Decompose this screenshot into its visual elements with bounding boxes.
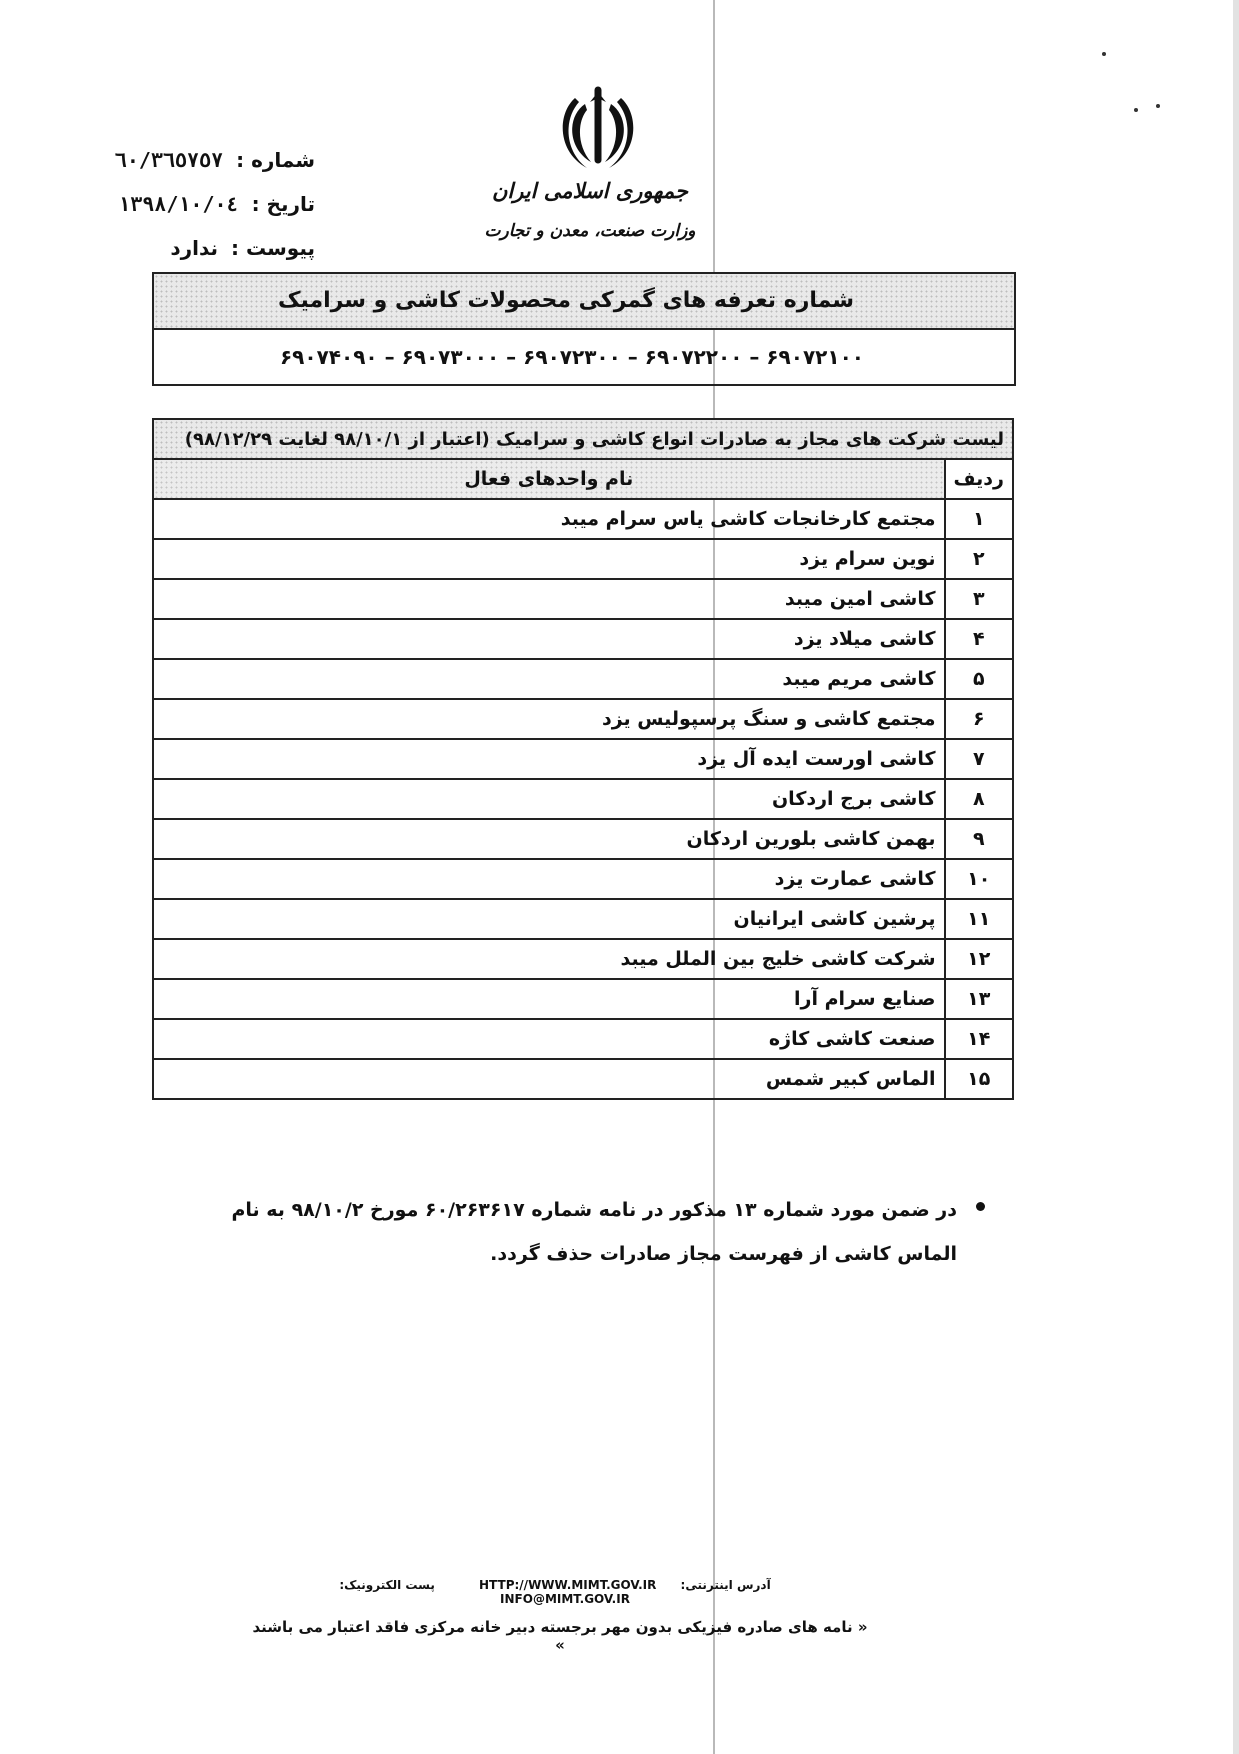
row-index: ۱۱ bbox=[945, 899, 1013, 939]
company-name: کاشی عمارت یزد bbox=[153, 859, 945, 899]
scan-speck bbox=[1156, 104, 1160, 108]
date-value: ١٣٩٨/١٠/٠٤ bbox=[118, 192, 239, 216]
col-name-header: نام واحدهای فعال bbox=[153, 459, 945, 499]
company-table bbox=[152, 418, 1014, 1100]
web-value: HTTP://WWW.MIMT.GOV.IR bbox=[479, 1578, 657, 1592]
row-index: ۳ bbox=[945, 579, 1013, 619]
number-value: ٦٠/٣٦٥٧٥٧ bbox=[114, 148, 224, 172]
table-row bbox=[153, 659, 1013, 699]
company-name: کاشی امین میبد bbox=[153, 579, 945, 619]
table-title: لیست شرکت های مجاز به صادرات انواع کاشی و سرامیک (اعتبار از ۹۸/۱۰/۱ لغایت ۹۸/۱۲/۲۹) bbox=[153, 419, 1013, 459]
government-header bbox=[470, 178, 710, 241]
note-text: در ضمن مورد شماره ۱۳ مذکور در نامه شماره ۶۰/۲۶۳۶۱۷ مورخ ۹۸/۱۰/۲ به نام الماس کاشی از فهرست مجاز صادرات حذف گردد. bbox=[231, 1199, 957, 1265]
web-label: آدرس اینترنتی: bbox=[680, 1578, 771, 1592]
row-index: ۹ bbox=[945, 819, 1013, 859]
iran-emblem-icon bbox=[553, 82, 643, 172]
row-index: ۴ bbox=[945, 619, 1013, 659]
paper-edge bbox=[1233, 0, 1239, 1754]
company-name: پرشین کاشی ایرانیان bbox=[153, 899, 945, 939]
table-header-row bbox=[153, 459, 1013, 499]
table-row bbox=[153, 779, 1013, 819]
table-row bbox=[153, 819, 1013, 859]
table-row bbox=[153, 739, 1013, 779]
row-index: ۸ bbox=[945, 779, 1013, 819]
company-name: کاشی اورست ایده آل یزد bbox=[153, 739, 945, 779]
footer-addresses bbox=[250, 1578, 870, 1606]
row-index: ۱۲ bbox=[945, 939, 1013, 979]
table-title-row bbox=[153, 419, 1013, 459]
date-label: تاریخ : bbox=[251, 192, 315, 216]
table-row bbox=[153, 1019, 1013, 1059]
company-name: کاشی میلاد یزد bbox=[153, 619, 945, 659]
attachment-value: ندارد bbox=[170, 236, 219, 260]
row-index: ۱۵ bbox=[945, 1059, 1013, 1099]
scan-speck bbox=[1102, 52, 1106, 56]
email-label: پست الکترونیک: bbox=[339, 1578, 435, 1592]
email-value: INFO@MIMT.GOV.IR bbox=[500, 1592, 630, 1606]
company-name: شرکت کاشی خلیج بین الملل میبد bbox=[153, 939, 945, 979]
company-name: نوین سرام یزد bbox=[153, 539, 945, 579]
bullet-icon bbox=[976, 1202, 985, 1211]
table-row bbox=[153, 699, 1013, 739]
table-row bbox=[153, 899, 1013, 939]
row-index: ۱۴ bbox=[945, 1019, 1013, 1059]
company-name: کاشی مریم میبد bbox=[153, 659, 945, 699]
row-index: ۵ bbox=[945, 659, 1013, 699]
table-row bbox=[153, 859, 1013, 899]
footer bbox=[250, 1578, 870, 1654]
table-row bbox=[153, 619, 1013, 659]
note-paragraph bbox=[175, 1188, 985, 1276]
table-row bbox=[153, 539, 1013, 579]
company-name: کاشی برج اردکان bbox=[153, 779, 945, 819]
letter-number bbox=[100, 138, 315, 182]
footer-caution: « نامه های صادره فیزیکی بدون مهر برجسته دبیر خانه مرکزی فاقد اعتبار می باشند » bbox=[252, 1618, 868, 1654]
web-address bbox=[465, 1578, 781, 1592]
letter-meta bbox=[100, 138, 315, 270]
letter-date bbox=[100, 182, 315, 226]
number-label: شماره : bbox=[236, 148, 315, 172]
row-index: ۷ bbox=[945, 739, 1013, 779]
row-index: ۱۰ bbox=[945, 859, 1013, 899]
company-name: مجتمع کاشی و سنگ پرسپولیس یزد bbox=[153, 699, 945, 739]
tariff-codes: ۶۹۰۷۲۱۰۰ – ۶۹۰۷۲۲۰۰ – ۶۹۰۷۲۳۰۰ – ۶۹۰۷۳۰۰۰ – ۶۹۰۷۴۰۹۰ bbox=[279, 345, 864, 369]
col-index-header: ردیف bbox=[945, 459, 1013, 499]
company-name: الماس کبیر شمس bbox=[153, 1059, 945, 1099]
company-name: بهمن کاشی بلورین اردکان bbox=[153, 819, 945, 859]
table-row bbox=[153, 1059, 1013, 1099]
table-row bbox=[153, 939, 1013, 979]
company-name: مجتمع کارخانجات کاشی یاس سرام میبد bbox=[153, 499, 945, 539]
row-index: ۱ bbox=[945, 499, 1013, 539]
company-name: صنعت کاشی کاژه bbox=[153, 1019, 945, 1059]
table-row bbox=[153, 979, 1013, 1019]
letter-attachment bbox=[100, 226, 315, 270]
company-name: صنایع سرام آرا bbox=[153, 979, 945, 1019]
row-index: ۲ bbox=[945, 539, 1013, 579]
table-row bbox=[153, 579, 1013, 619]
tariff-title: شماره تعرفه های گمرکی محصولات کاشی و سرامیک bbox=[154, 274, 1014, 330]
tariff-box bbox=[152, 272, 1016, 386]
table-row bbox=[153, 499, 1013, 539]
scan-speck bbox=[1134, 108, 1138, 112]
ministry-title: وزارت صنعت، معدن و تجارت bbox=[484, 221, 696, 241]
attachment-label: پیوست : bbox=[230, 236, 315, 260]
gov-title: جمهوری اسلامی ایران bbox=[491, 178, 689, 203]
row-index: ۱۳ bbox=[945, 979, 1013, 1019]
row-index: ۶ bbox=[945, 699, 1013, 739]
